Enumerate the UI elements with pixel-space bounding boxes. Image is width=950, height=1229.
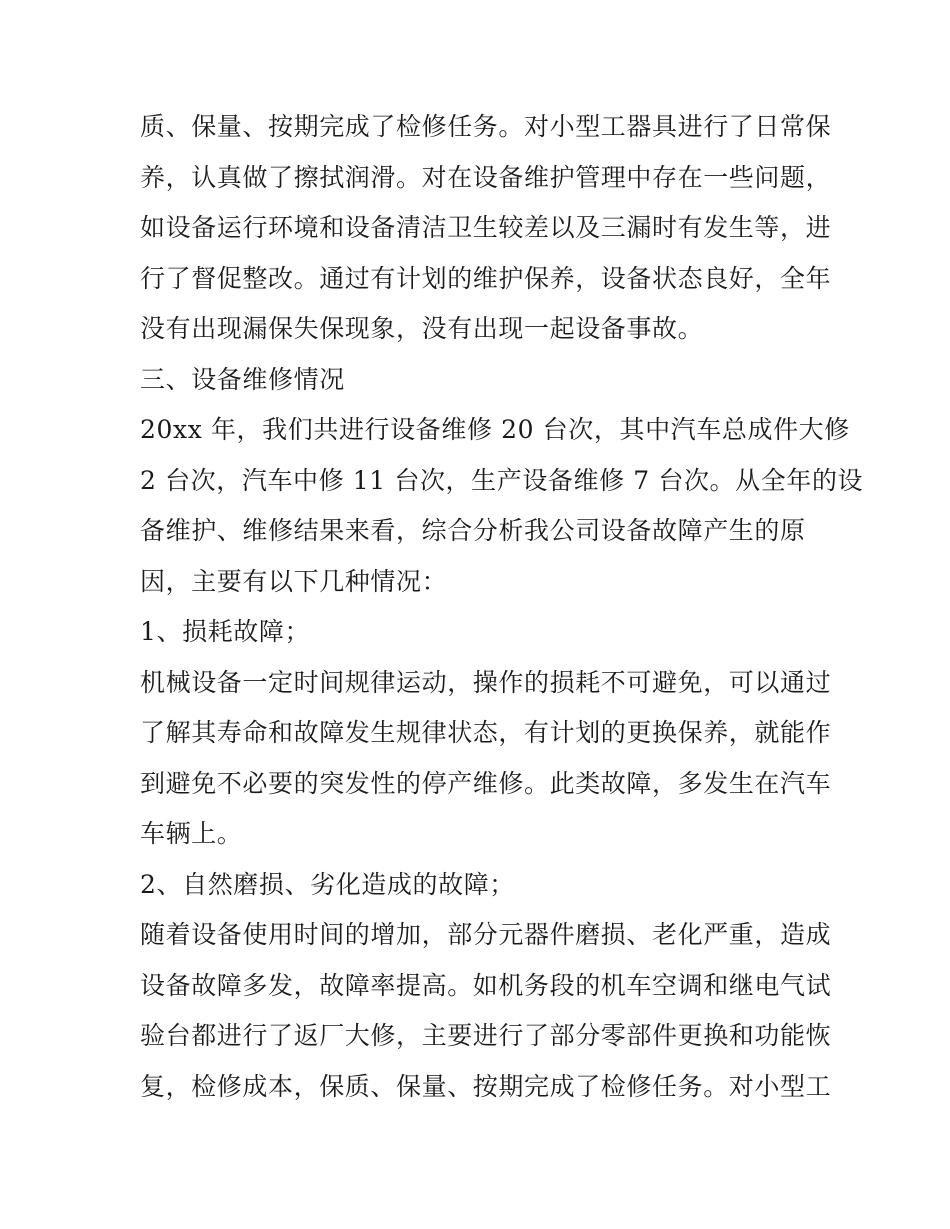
text-line: 车辆上。 xyxy=(140,819,243,848)
text-line: 质、保量、按期完成了检修任务。对小型工器具进行了日常保 xyxy=(140,112,832,141)
section-heading: 三、设备维修情况 xyxy=(140,364,345,394)
text-line: 设备故障多发，故障率提高。如机务段的机车空调和继电气试 xyxy=(140,970,832,1000)
list-heading: 1、损耗故障； xyxy=(140,617,311,646)
text-line: 2 台次，汽车中修 11 台次，生产设备维修 7 台次。从全年的设 xyxy=(140,465,864,495)
text-line: 了解其寿命和故障发生规律状态，有计划的更换保养，就能作 xyxy=(140,718,832,747)
text-line: 机械设备一定时间规律运动，操作的损耗不可避免，可以通过 xyxy=(140,667,832,697)
text-line: 备维护、维修结果来看，综合分析我公司设备故障产生的原 xyxy=(140,516,806,545)
text-line: 复，检修成本，保质、保量、按期完成了检修任务。对小型工 xyxy=(140,1071,832,1101)
document-body xyxy=(140,102,864,1112)
text-line: 没有出现漏保失保现象，没有出现一起设备事故。 xyxy=(140,314,704,343)
text-line: 20xx 年，我们共进行设备维修 20 台次，其中汽车总成件大修 xyxy=(140,415,850,444)
text-line: 随着设备使用时间的增加，部分元器件磨损、老化严重，造成 xyxy=(140,920,832,949)
text-line: 如设备运行环境和设备清洁卫生较差以及三漏时有发生等，进 xyxy=(140,213,832,242)
list-heading: 2、自然磨损、劣化造成的故障； xyxy=(140,869,515,899)
text-line: 养，认真做了擦拭润滑。对在设备维护管理中存在一些问题， xyxy=(140,162,832,192)
text-line: 行了督促整改。通过有计划的维护保养，设备状态良好，全年 xyxy=(140,263,832,293)
text-line: 验台都进行了返厂大修，主要进行了部分零部件更换和功能恢 xyxy=(140,1021,832,1050)
text-line: 到避免不必要的突发性的停产维修。此类故障，多发生在汽车 xyxy=(140,768,832,798)
text-line: 因，主要有以下几种情况： xyxy=(140,566,448,596)
